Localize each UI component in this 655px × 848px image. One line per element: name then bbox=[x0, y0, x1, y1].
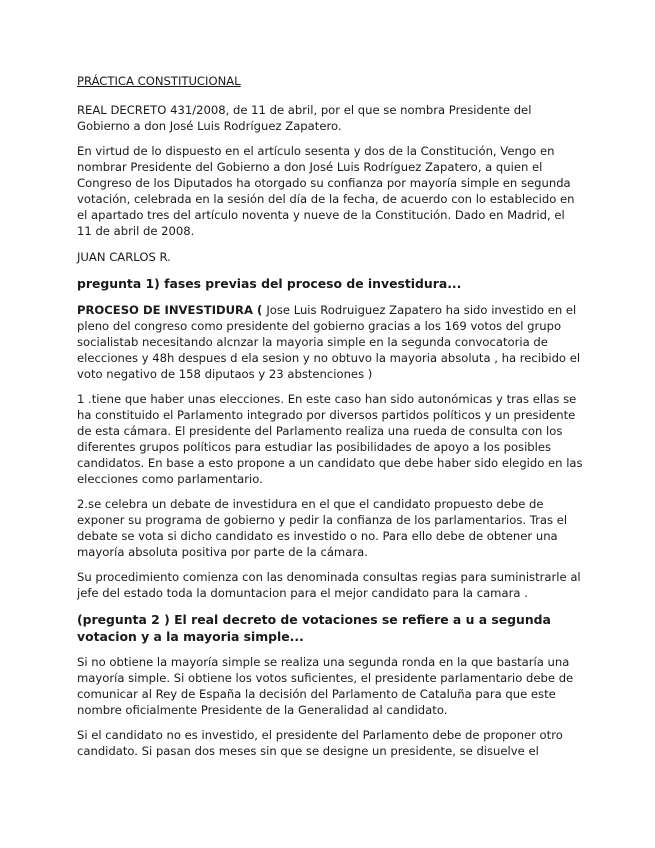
paragraph-phase-1: 1 .tiene que haber unas elecciones. En este caso han sido autonómicas y tras ellas se ha constituido el Parlamento integrado por diversos partidos políticos y un presidente de esta cámara. El presidente del Parlamento realiza una rueda de consulta con los diferentes grupos políticos para estudiar las posibilidades de apoyo a los posibles candidatos. En base a esto propone a un candidato que debe haber sido elegido en las elecciones como parlamentario. bbox=[77, 392, 583, 487]
decree-heading: REAL DECRETO 431/2008, de 11 de abril, por el que se nombra Presidente del Gobierno a don José Luis Rodríguez Zapatero. bbox=[77, 103, 532, 134]
paragraph-segunda-ronda: Si no obtiene la mayoría simple se realiza una segunda ronda en la que bastaría una mayoría simple. Si obtiene los votos suficientes, el presidente parlamentario debe de comunicar al Rey de España la decisión del Parlamento de Cataluña para que este nombre oficialmente Presidente de la Generalidad al candidato. bbox=[77, 655, 574, 718]
document-title: PRÁCTICA CONSTITUCIONAL bbox=[77, 74, 241, 88]
paragraph-no-investido: Si el candidato no es investido, el presidente del Parlamento debe de proponer otro candidato. Si pasan dos meses sin que se designe un presidente, se disuelve el bbox=[77, 728, 563, 759]
question-1-heading: pregunta 1) fases previas del proceso de investidura... bbox=[77, 276, 462, 291]
question-2-heading: (pregunta 2 ) El real decreto de votaciones se refiere a u a segunda votacion y a la mayoria simple... bbox=[77, 612, 551, 644]
signature: JUAN CARLOS R. bbox=[77, 250, 171, 264]
investidura-paragraph bbox=[77, 302, 583, 382]
investidura-label: PROCESO DE INVESTIDURA ( bbox=[77, 303, 267, 317]
paragraph-consultas-regias: Su procedimiento comienza con las denominada consultas regias para suministrarle al jefe del estado toda la domuntacion para el mejor candidato para la camara . bbox=[77, 570, 581, 601]
decree-body: En virtud de lo dispuesto en el artículo sesenta y dos de la Constitución, Vengo en nombrar Presidente del Gobierno a don José Luis Rodríguez Zapatero, a quien el Congreso de los Diputados ha otorgado su confianza por mayoría simple en segunda votación, celebrada en la sesión del día de la fecha, de acuerdo con lo establecido en el apartado tres del artículo noventa y nueve de la Constitución. Dado en Madrid, el 11 de abril de 2008. bbox=[77, 144, 575, 239]
paragraph-phase-2: 2.se celebra un debate de investidura en el que el candidato propuesto debe de exponer su programa de gobierno y pedir la confianza de los parlamentarios. Tras el debate se vota si dicho candidato es investido o no. Para ello debe de obtener una mayoría absoluta positiva por parte de la cámara. bbox=[77, 497, 568, 560]
investidura-text: Jose Luis Rodruiguez Zapatero ha sido investido en el pleno del congreso como presidente del gobierno gracias a los 169 votos del grupo socialistab necesitando alcnzar la mayoria simple en la segunda convocatoria de elecciones y 48h despues d ela sesion y no obtuvo la mayoria absoluta , ha recibido el voto negativo de 158 diputaos y 23 abstenciones ) bbox=[77, 303, 581, 382]
